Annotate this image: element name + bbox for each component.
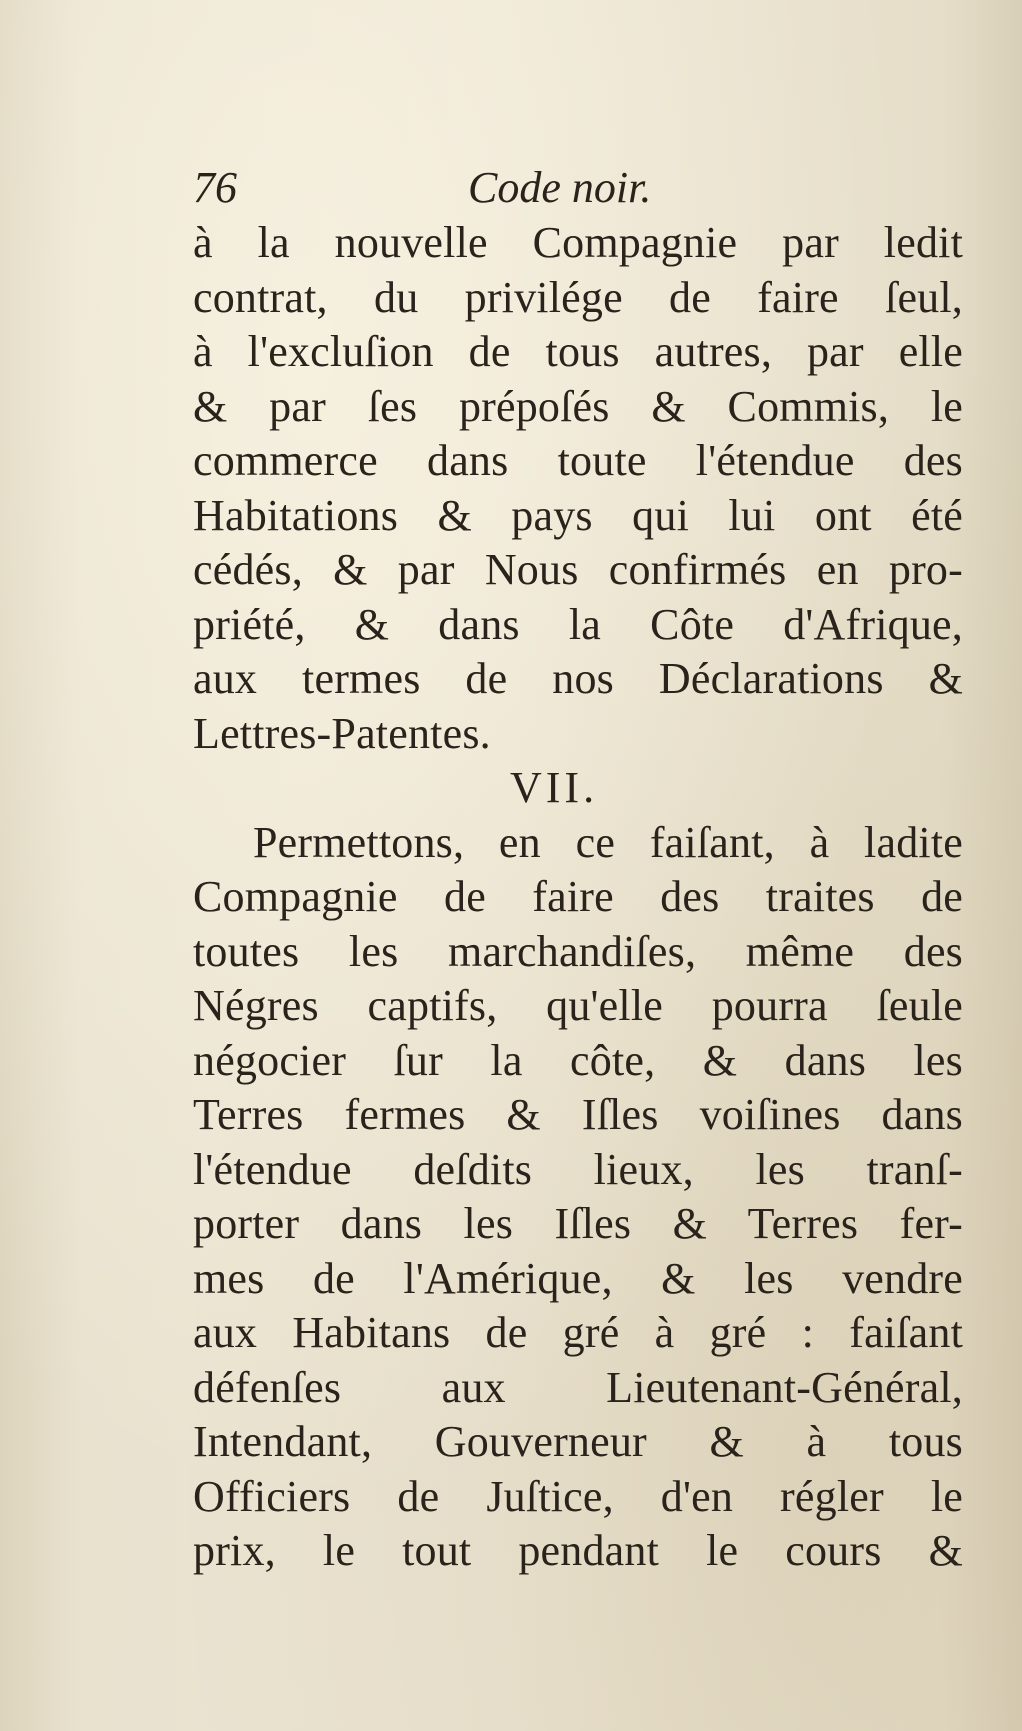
text-line: Permettons, en ce faiſant, à ladite [253,817,963,867]
running-title: Code noir. [468,163,652,212]
text-line: aux Habitans de gré à gré : faiſant [193,1308,963,1357]
text-line: Lettres-Patentes. [193,708,491,758]
text-line: contrat, du privilége de faire ſeul, [193,272,963,322]
text-line: priété, & dans la Côte d'Afrique, [193,599,963,649]
text-line: toutes les marchandiſes, même des [193,926,963,976]
paragraph-1 [193,216,963,761]
text-line: Habitations & pays qui lui ont été [193,490,963,540]
page-number: 76 [193,163,237,212]
text-block [193,160,963,1579]
text-line: prix, le tout pendant le cours & [193,1526,963,1575]
text-line: & par ſes prépoſés & Commis, le [193,381,963,431]
paragraph-2 [193,816,963,1579]
text-line: défenſes aux Lieutenant-Général, [193,1362,963,1412]
text-line: Compagnie de faire des traites de [193,872,963,921]
section-number: VII. [510,763,599,812]
text-line: l'étendue deſdits lieux, les tranſ- [193,1144,963,1194]
text-line: à la nouvelle Compagnie par ledit [193,218,963,267]
text-line: commerce dans toute l'étendue des [193,436,963,485]
text-line: Intendant, Gouverneur & à tous [193,1417,963,1466]
text-line: Terres fermes & Iſles voiſines dans [193,1090,963,1139]
text-line: à l'excluſion de tous autres, par elle [193,327,963,376]
text-line: Officiers de Juſtice, d'en régler le [193,1471,963,1521]
text-line: négocier ſur la côte, & dans les [193,1035,963,1085]
text-line: aux termes de nos Déclarations & [193,654,963,703]
text-line: cédés, & par Nous confirmés en pro- [193,545,963,594]
running-head [193,160,963,216]
text-line: mes de l'Amérique, & les vendre [193,1253,963,1303]
text-line: porter dans les Iſles & Terres fer- [193,1199,963,1248]
text-line: Négres captifs, qu'elle pourra ſeule [193,981,963,1030]
